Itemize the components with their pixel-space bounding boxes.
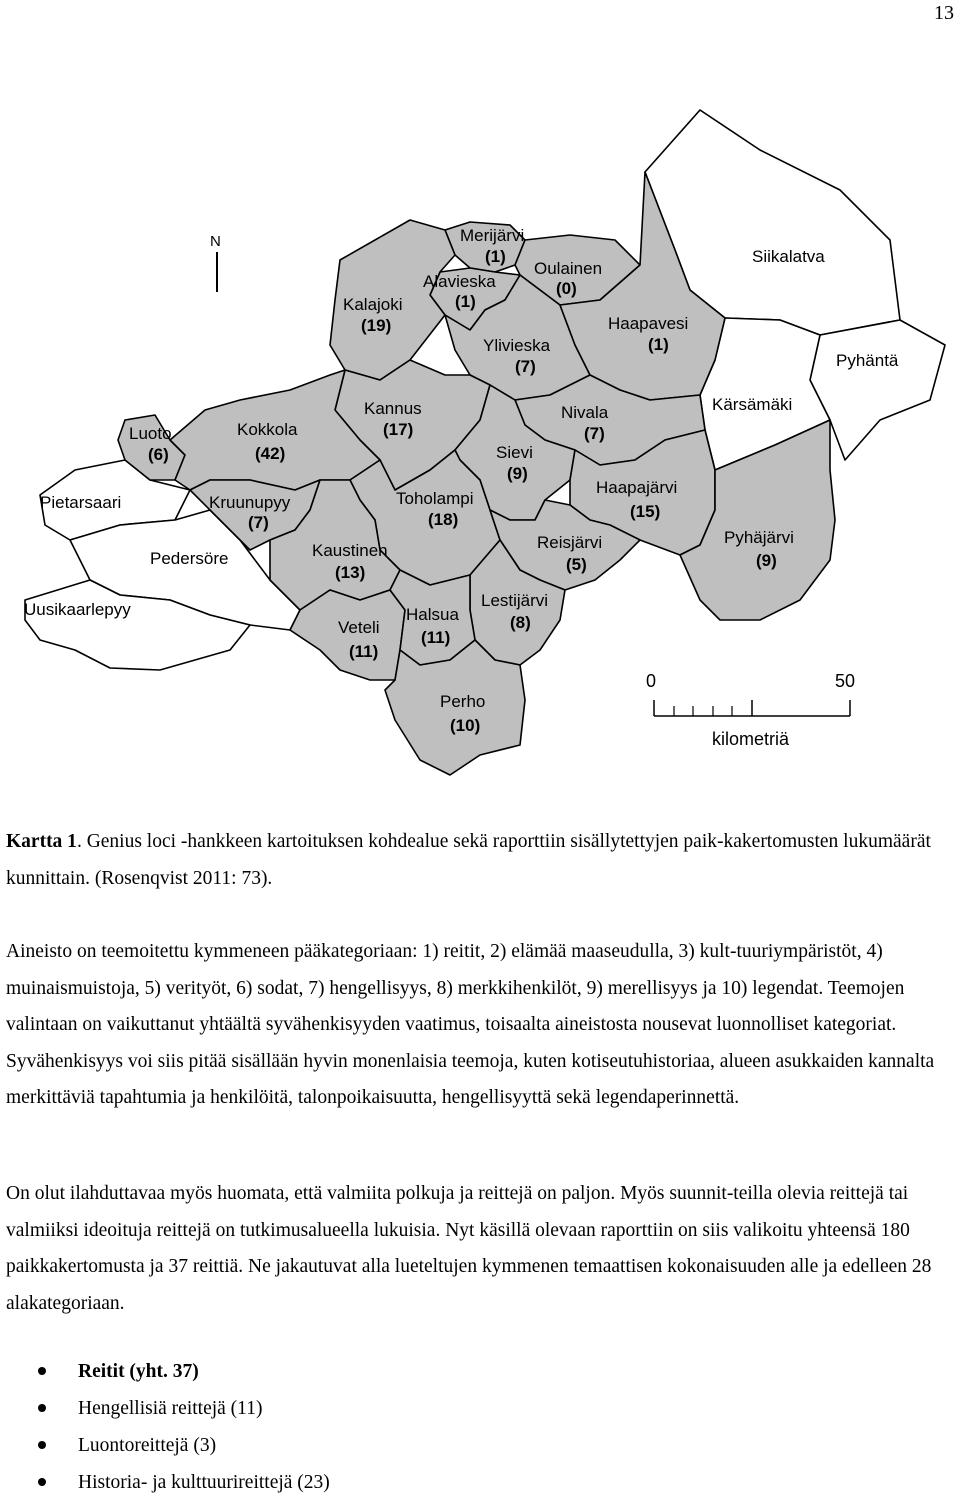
label-alavieska: Alavieska	[423, 272, 496, 291]
count-veteli: (11)	[349, 642, 379, 661]
label-kruunupyy: Kruunupyy	[209, 493, 291, 512]
label-perho: Perho	[440, 692, 486, 711]
label-karsamaki: Kärsämäki	[712, 395, 793, 414]
paragraph-routes: On olut ilahduttavaa myös huomata, että valmiita polkuja ja reittejä on paljon. Myös suunnit-teilla olevia reittejä tai valmiiksi ideoituja reittejä on tutkimusalueella lukuisia. Nyt käsillä olevaan raporttiin on siis valikoitu yhteensä 180 paikkakertomusta ja 37 reittiä. Ne jakautuvat alla lueteltujen kymmenen temaattisen kokonaisuuden alle ja edelleen 28 alakategoriaan.	[6, 1183, 932, 1314]
label-siikalatva: Siikalatva	[752, 247, 825, 266]
count-haapajarvi: (15)	[630, 502, 661, 521]
label-haapavesi: Haapavesi	[608, 314, 689, 333]
count-toholampi: (18)	[428, 510, 459, 529]
label-haapajarvi: Haapajärvi	[596, 478, 678, 497]
north-arrow-icon	[210, 233, 221, 292]
list-item: Luontoreittejä (3)	[38, 1427, 330, 1464]
caption-text: . Genius loci -hankkeen kartoituksen kohdealue sekä raporttiin sisällytettyjen paik-kakertomusten lukumäärät kunnittain. (Rosenqvist 2011: 73).	[6, 831, 931, 889]
count-kruunupyy: (7)	[248, 513, 269, 532]
caption-label: Kartta 1	[6, 831, 77, 852]
count-haapavesi: (1)	[648, 335, 669, 354]
label-nivala: Nivala	[561, 403, 609, 422]
label-pietarsaari: Pietarsaari	[40, 493, 122, 512]
list-item: Hengellisiä reittejä (11)	[38, 1390, 330, 1427]
count-oulainen: (0)	[556, 279, 577, 298]
scale-end: 50	[835, 671, 856, 691]
count-luoto: (6)	[148, 445, 169, 464]
count-merijarvi: (1)	[485, 247, 506, 266]
map-caption	[6, 824, 954, 897]
count-kaustinen: (13)	[335, 563, 366, 582]
label-pedersore: Pedersöre	[150, 549, 229, 568]
region-map	[0, 100, 960, 790]
scale-unit: kilometriä	[712, 729, 790, 749]
routes-list	[38, 1353, 330, 1501]
count-nivala: (7)	[584, 424, 605, 443]
count-sievi: (9)	[507, 464, 528, 483]
list-item: Historia- ja kulttuurireittejä (23)	[38, 1464, 330, 1501]
count-halsua: (11)	[421, 628, 451, 647]
label-pyhajarvi: Pyhäjärvi	[724, 528, 794, 547]
label-uusikaarlepyy: Uusikaarlepyy	[24, 600, 131, 619]
label-reisjarvi: Reisjärvi	[537, 533, 603, 552]
count-alavieska: (1)	[455, 292, 476, 311]
label-veteli: Veteli	[338, 618, 380, 637]
count-kokkola: (42)	[255, 444, 286, 463]
page-number: 13	[934, 2, 954, 24]
list-item: Reitit (yht. 37)	[38, 1353, 330, 1390]
scale-bar	[646, 671, 855, 749]
count-reisjarvi: (5)	[566, 555, 587, 574]
label-pyhanta: Pyhäntä	[836, 351, 899, 370]
label-halsua: Halsua	[406, 605, 459, 624]
map-svg	[0, 100, 960, 790]
label-kokkola: Kokkola	[237, 420, 298, 439]
label-kalajoki: Kalajoki	[343, 295, 403, 314]
label-merijarvi: Merijärvi	[460, 226, 525, 245]
scale-start: 0	[646, 671, 657, 691]
count-kalajoki: (19)	[361, 316, 392, 335]
count-kannus: (17)	[383, 420, 414, 439]
count-perho: (10)	[450, 716, 481, 735]
paragraph-categories: Aineisto on teemoitettu kymmeneen pääkategoriaan: 1) reitit, 2) elämää maaseudulla, 3) kult-tuuriympäristöt, 4) muinaismuistoja, 5) verityöt, 6) sodat, 7) hengellisyys, 8) merkkihenkilöt, 9) merellisyys ja 10) legendat. Teemojen valintaan on vaikuttanut yhtäältä syvähenkisyyden vaatimus, toisaalta aineistosta nousevat luonnolliset kategoriat. Syvähenkisyys voi siis pitää sisällään hyvin monenlaisia teemoja, kuten kotiseutuhistoriaa, alueen asukkaiden kannalta merkittäviä tapahtumia ja henkilöitä, talonpoikaisuutta, hengellisyyttä sekä legendaperinnettä.	[6, 941, 935, 1108]
label-luoto: Luoto	[129, 424, 172, 443]
label-lestijarvi: Lestijärvi	[481, 591, 549, 610]
label-ylivieska: Ylivieska	[483, 336, 551, 355]
svg-text:N: N	[210, 233, 221, 250]
label-toholampi: Toholampi	[396, 489, 474, 508]
label-kannus: Kannus	[364, 399, 422, 418]
count-pyhajarvi: (9)	[756, 551, 777, 570]
label-oulainen: Oulainen	[534, 259, 603, 278]
count-ylivieska: (7)	[515, 357, 536, 376]
label-kaustinen: Kaustinen	[312, 541, 388, 560]
count-lestijarvi: (8)	[510, 613, 531, 632]
label-sievi: Sievi	[496, 443, 533, 462]
